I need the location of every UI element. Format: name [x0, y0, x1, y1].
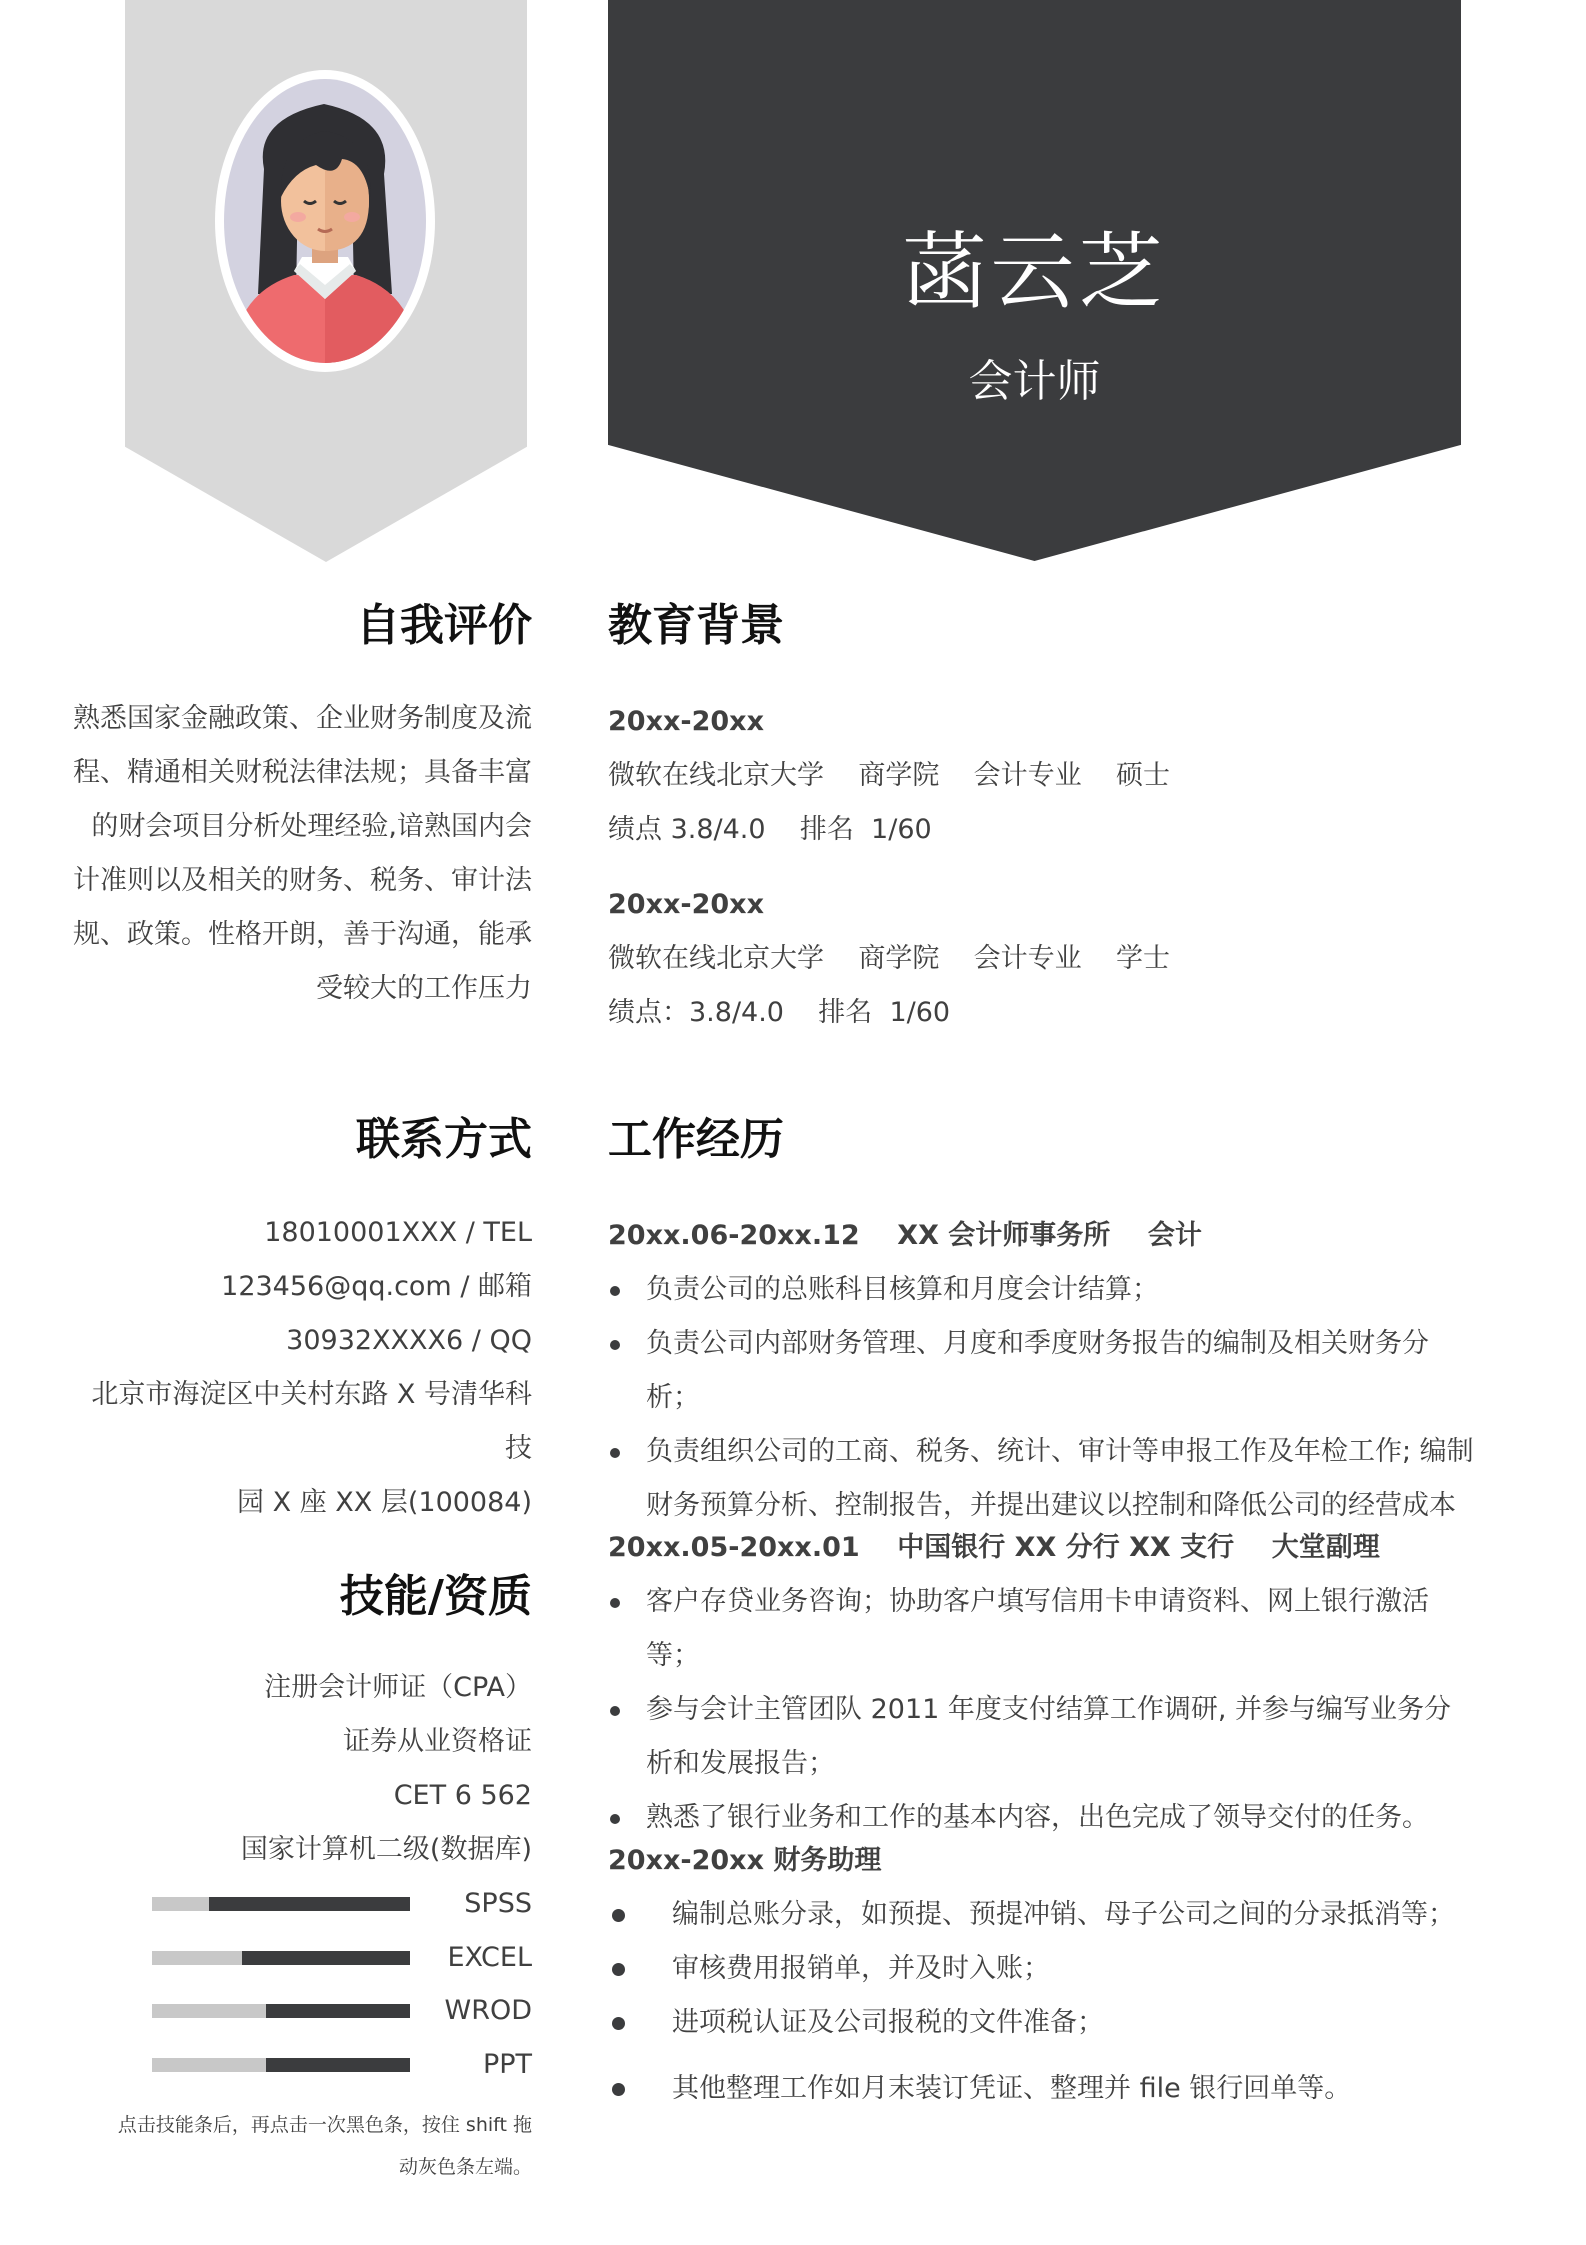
skill-bar-track[interactable] [152, 1897, 410, 1911]
skill-bar-track[interactable] [152, 2058, 410, 2072]
education-section [608, 596, 1478, 656]
list-item: 负责公司的总账科目核算和月度会计结算； [608, 1263, 1478, 1317]
work-section [608, 1110, 1478, 1170]
education-school: 微软在线北京大学 商学院 会计专业 硕士 [608, 760, 1170, 791]
work-heading: 工作经历 [608, 1114, 784, 1165]
note-line: 动灰色条左端。 [398, 2156, 532, 2178]
self-eval-line: 熟悉国家金融政策、企业财务制度及流 [73, 703, 532, 734]
work-duties [608, 1575, 1478, 1845]
certificate-list [70, 1661, 532, 1877]
self-eval-line: 受较大的工作压力 [316, 973, 532, 1004]
work-header: 20xx.05-20xx.01 中国银行 XX 分行 XX 支行 大堂副理 [608, 1532, 1380, 1563]
list-item: 进项税认证及公司报税的文件准备； [608, 1996, 1478, 2050]
work-entry [608, 1834, 1478, 2116]
education-entry [608, 878, 1478, 1040]
self-eval-heading: 自我评价 [356, 600, 532, 651]
self-eval-line: 计准则以及相关的财务、税务、审计法 [73, 865, 532, 896]
skill-label: WROD [444, 1995, 532, 2026]
work-header: 20xx.06-20xx.12 XX 会计师事务所 会计 [608, 1220, 1202, 1251]
list-item: 编制总账分录，如预提、预提冲销、母子公司之间的分录抵消等； [608, 1888, 1478, 1942]
work-header: 20xx-20xx 财务助理 [608, 1845, 882, 1876]
education-period: 20xx-20xx [608, 889, 765, 920]
contact-phone: 18010001XXX / TEL [264, 1217, 532, 1248]
skill-label: SPSS [464, 1888, 532, 1919]
skill-bar-fill[interactable] [266, 2058, 410, 2072]
certificate-item: 注册会计师证（CPA） [264, 1672, 532, 1703]
contact-list [70, 1206, 532, 1530]
education-school: 微软在线北京大学 商学院 会计专业 学士 [608, 943, 1170, 974]
candidate-name: 菡云芝 [902, 223, 1167, 321]
skill-row-ppt [152, 2038, 532, 2092]
certificate-item: 证券从业资格证 [343, 1726, 532, 1757]
skill-label: PPT [482, 2049, 532, 2080]
skills-section [70, 1567, 532, 1627]
list-item: 其他整理工作如月末装订凭证、整理并 file 银行回单等。 [608, 2062, 1478, 2116]
skill-bar-fill[interactable] [266, 2004, 410, 2018]
skills-heading: 技能/资质 [339, 1571, 532, 1622]
self-eval-line: 规、政策。性格开朗，善于沟通，能承 [73, 919, 532, 950]
contact-email: 123456@qq.com / 邮箱 [221, 1271, 532, 1302]
work-duties [608, 1888, 1478, 2116]
contact-address-cont: 园 X 座 XX 层(100084) [237, 1487, 532, 1518]
skill-label: EXCEL [447, 1942, 532, 1973]
education-entry [608, 695, 1478, 857]
avatar-illustration [224, 79, 426, 363]
skill-bar-fill[interactable] [242, 1951, 410, 1965]
self-eval-line: 的财会项目分析处理经验,谙熟国内会 [91, 811, 532, 842]
list-item: 客户存贷业务咨询；协助客户填写信用卡申请资料、网上银行激活等； [608, 1575, 1478, 1683]
education-period: 20xx-20xx [608, 706, 765, 737]
work-duties [608, 1263, 1478, 1533]
certificate-item: 国家计算机二级(数据库) [240, 1834, 532, 1865]
skill-bar-track[interactable] [152, 2004, 410, 2018]
work-entry [608, 1209, 1478, 1533]
contact-qq: 30932XXXX6 / QQ [286, 1325, 532, 1356]
skill-row-excel [152, 1931, 532, 1985]
education-heading: 教育背景 [608, 600, 784, 651]
skill-bar-track[interactable] [152, 1951, 410, 1965]
work-entry [608, 1521, 1478, 1845]
list-item: 负责组织公司的工商、税务、统计、审计等申报工作及年检工作; 编制财务预算分析、控制报告，并提出建议以控制和降低公司的经营成本 [608, 1425, 1478, 1533]
self-eval-section [70, 596, 532, 656]
contact-section [70, 1110, 532, 1170]
list-item: 熟悉了银行业务和工作的基本内容，出色完成了领导交付的任务。 [608, 1791, 1478, 1845]
skill-row-word [152, 1984, 532, 2038]
contact-address: 北京市海淀区中关村东路 X 号清华科技 [91, 1379, 532, 1464]
list-item: 负责公司内部财务管理、月度和季度财务报告的编制及相关财务分析； [608, 1317, 1478, 1425]
list-item: 审核费用报销单，并及时入账； [608, 1942, 1478, 1996]
education-score: 绩点：3.8/4.0 排名 1/60 [608, 997, 951, 1028]
job-title: 会计师 [968, 356, 1101, 407]
skill-bar-instructions [90, 2104, 532, 2188]
self-eval-line: 程、精通相关财税法律法规；具备丰富 [73, 757, 532, 788]
avatar [215, 70, 435, 372]
self-eval-text [70, 692, 532, 1016]
contact-heading: 联系方式 [356, 1114, 532, 1165]
list-item: 参与会计主管团队 2011 年度支付结算工作调研, 并参与编写业务分析和发展报告； [608, 1683, 1478, 1791]
skill-row-spss [152, 1877, 532, 1931]
education-score: 绩点 3.8/4.0 排名 1/60 [608, 814, 932, 845]
skill-bar-fill[interactable] [209, 1897, 410, 1911]
note-line: 点击技能条后，再点击一次黑色条，按住 shift 拖 [117, 2114, 532, 2136]
certificate-item: CET 6 562 [393, 1780, 532, 1811]
